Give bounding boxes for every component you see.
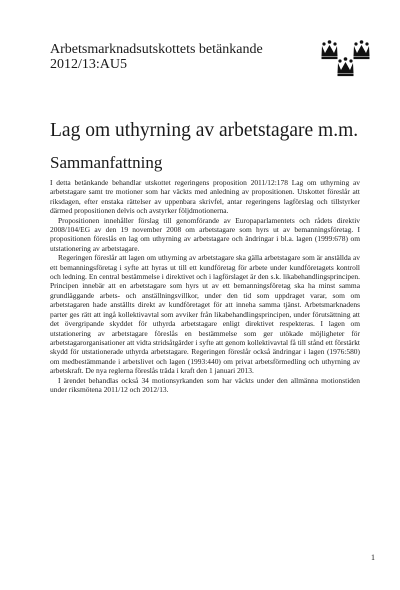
paragraph: Regeringen föreslår att lagen om uthyrning av arbetstagare ska gälla arbetstagare som är anställda av ett bemanningsföretag i syfte att hyras ut till ett kundföretag för arbete under kundföretagets kontroll och ledning. En central bestämmelse i direktivet och i lagförslaget är den s.k. likabehandlingsprincipen. Principen innebär att en arbetstagare som hyrs ut av ett bemanningsföretag ska ha minst samma grundläggande arbets- och anställningsvillkor, under den tid som uppdraget varar, som om arbetstagaren hade anställts direkt av kundföretaget för att inneha samma tjänst. Arbetsmarknadens parter ges rätt att ingå kollektivavtal som avviker från likabehandlingsprincipen, under förutsättning att det övergripande skyddet för uthyrda arbetstagare enligt direktivet respekteras. I lagen om utstationering av arbetstagare föreslås en bestämmelse som ger utökade möjligheter för arbetstagarorganisationer att vidta stridsåtgärder i syfte att genom kollektivavtal få till stånd ett förstärkt skydd för utstationerade uthyrda arbetstagare. Regeringen föreslår också ändringar i lagen (1976:580) om medbestämmande i arbetslivet och lagen (1993:440) om privat arbetsförmedling och uthyrning av arbetskraft. De nya reglerna föreslås träda i kraft den 1 januari 2013.	[50, 253, 360, 376]
page-number: 1	[371, 553, 375, 562]
summary-body	[50, 178, 360, 394]
document-header	[50, 42, 310, 72]
report-number: 2012/13:AU5	[50, 57, 127, 72]
three-crowns-logo	[318, 38, 378, 78]
paragraph: I ärendet behandlas också 34 motionsyrkanden som har väckts under den allmänna motionstiden under riksmötena 2011/12 och 2012/13.	[50, 375, 360, 394]
committee-title: Arbetsmarknadsutskottets betänkande	[50, 42, 263, 57]
paragraph: Propositionen innehåller förslag till genomförande av Europaparlamentets och rådets direktiv 2008/104/EG av den 19 november 2008 om arbetstagare som hyrs ut av bemanningsföretag. I propositionen föreslås en lag om uthyrning av arbetstagare och ändringar i bl.a. lagen (1999:678) om utstationering av arbetstagare.	[50, 215, 360, 253]
document-title: Lag om uthyrning av arbetstagare m.m.	[50, 120, 359, 141]
section-heading: Sammanfattning	[50, 153, 163, 172]
paragraph: I detta betänkande behandlar utskottet regeringens proposition 2011/12:178 Lag om uthyrning av arbetstagare samt tre motioner som har väckts med anledning av propositionen. Utskottet föreslår att riksdagen, efter enstaka rättelser av uppenbara skrivfel, antar regeringens lagförslag och tillstyrker därmed propositionen delvis och avstyrker följdmotionerna.	[50, 178, 360, 216]
